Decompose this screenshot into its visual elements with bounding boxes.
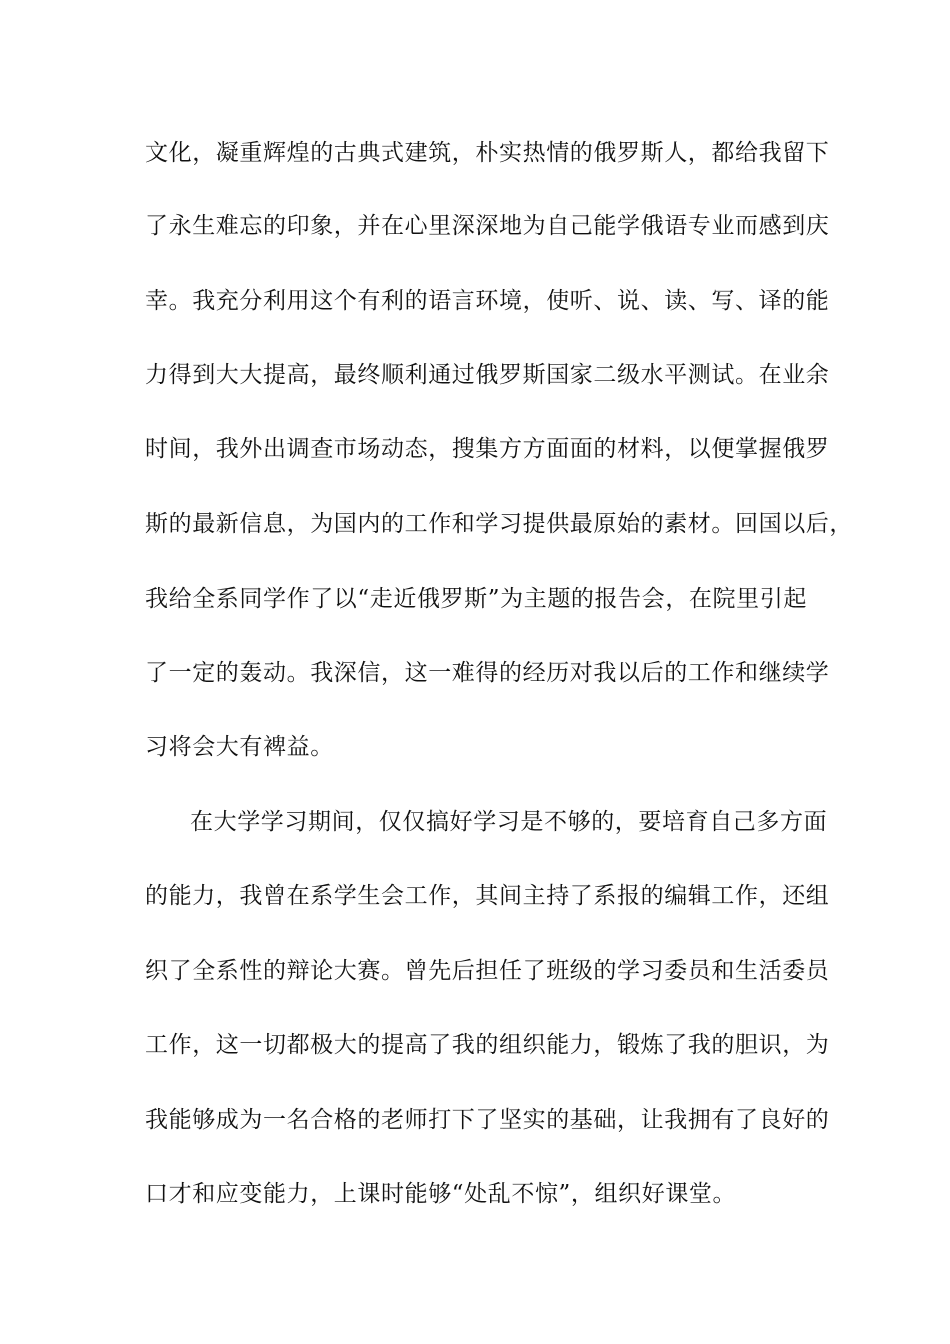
- text-line: 斯的最新信息，为国内的工作和学习提供最原始的素材。回国以后，: [145, 511, 853, 537]
- text-line: 力得到大大提高，最终顺利通过俄罗斯国家二级水平测试。在业余: [145, 362, 830, 388]
- text-line: 了一定的轰动。我深信，这一难得的经历对我以后的工作和继续学: [145, 660, 830, 686]
- text-line: 文化，凝重辉煌的古典式建筑，朴实热情的俄罗斯人，都给我留下: [145, 140, 830, 166]
- text-line: 我能够成为一名合格的老师打下了坚实的基础，让我拥有了良好的: [145, 1107, 830, 1133]
- text-line: 在大学学习期间，仅仅搞好学习是不够的，要培育自己多方面: [190, 809, 828, 835]
- text-line: 习将会大有裨益。: [145, 734, 334, 760]
- text-line: 口才和应变能力，上课时能够“处乱不惊”，组织好课堂。: [145, 1181, 737, 1207]
- text-line: 的能力，我曾在系学生会工作，其间主持了系报的编辑工作，还组: [145, 883, 830, 909]
- text-line: 我给全系同学作了以“走近俄罗斯”为主题的报告会，在院里引起: [145, 586, 807, 612]
- text-line: 时间，我外出调查市场动态，搜集方方面面的材料，以便掌握俄罗: [145, 436, 830, 462]
- text-line: 了永生难忘的印象，并在心里深深地为自己能学俄语专业而感到庆: [145, 213, 830, 239]
- text-line: 织了全系性的辩论大赛。曾先后担任了班级的学习委员和生活委员: [145, 958, 830, 984]
- text-line: 幸。我充分利用这个有利的语言环境，使听、说、读、写、译的能: [145, 288, 830, 314]
- text-line: 工作，这一切都极大的提高了我的组织能力，锻炼了我的胆识，为: [145, 1032, 830, 1058]
